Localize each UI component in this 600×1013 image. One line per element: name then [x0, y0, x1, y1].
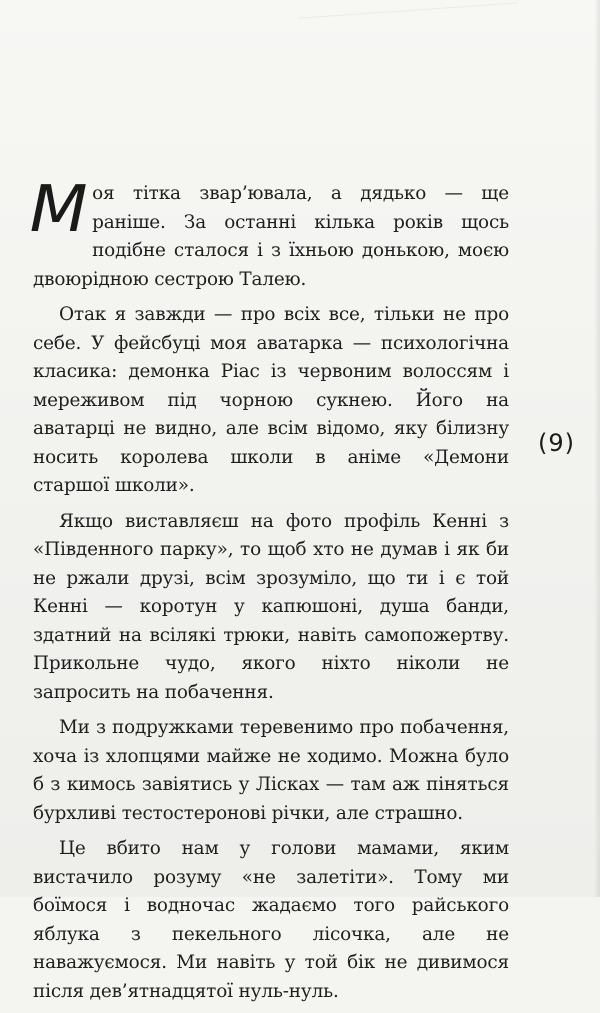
- paragraph-1: [29, 173, 509, 294]
- drop-cap: М: [29, 173, 88, 247]
- bleed-through-mark: [298, 2, 522, 78]
- paragraph-4: Ми з подружками теревенимо про побачення, хоча із хлопцями майже не ходимо. Можна було б з кимось завіятись у Лісках — там аж піняться бурхливі тестостеронові річки, але страшно.: [33, 717, 509, 824]
- paragraph-5: Це вбито нам у голови мамами, яким вистачило розуму «не залетіти». Тому ми боїмося і водночас жадаємо того райського яблука з пекельного лісочка, але не наважуємося. Ми навіть у той бік не дивимося після дев’ятнадцятої нуль-нуль.: [33, 838, 509, 1002]
- page-edge-shadow: [594, 0, 600, 897]
- paragraph-3: Якщо виставляєш на фото профіль Кенні з «Південного парку», то щоб хто не думав і як би не ржали друзі, всім зрозуміло, що ти і є той Кенні — коротун у капюшоні, душа банди, здатний на всілякі трюки, навіть самопожертву. Прикольне чудо, якого ніхто ніколи не запросить на побачення.: [33, 510, 509, 703]
- body-text: [29, 173, 509, 1013]
- page-number: (9): [538, 429, 575, 457]
- paragraph-2: Отак я завжди — про всіх все, тільки не про себе. У фейсбуці моя аватарка — психологічна класика: демонка Ріас із червоним волоссям і мереживом під чорною сукнею. Його на аватарці не видно, але всім відомо, яку білизну носить королева школи в аніме «Демони старшої школи».: [33, 304, 509, 496]
- paragraph-1-text: оя тітка звар’ювала, а дядько — ще раніше. За останні кілька років щось подібне сталося і з їхньою донькою, моєю двоюрідною сестрою Талею.: [33, 183, 509, 290]
